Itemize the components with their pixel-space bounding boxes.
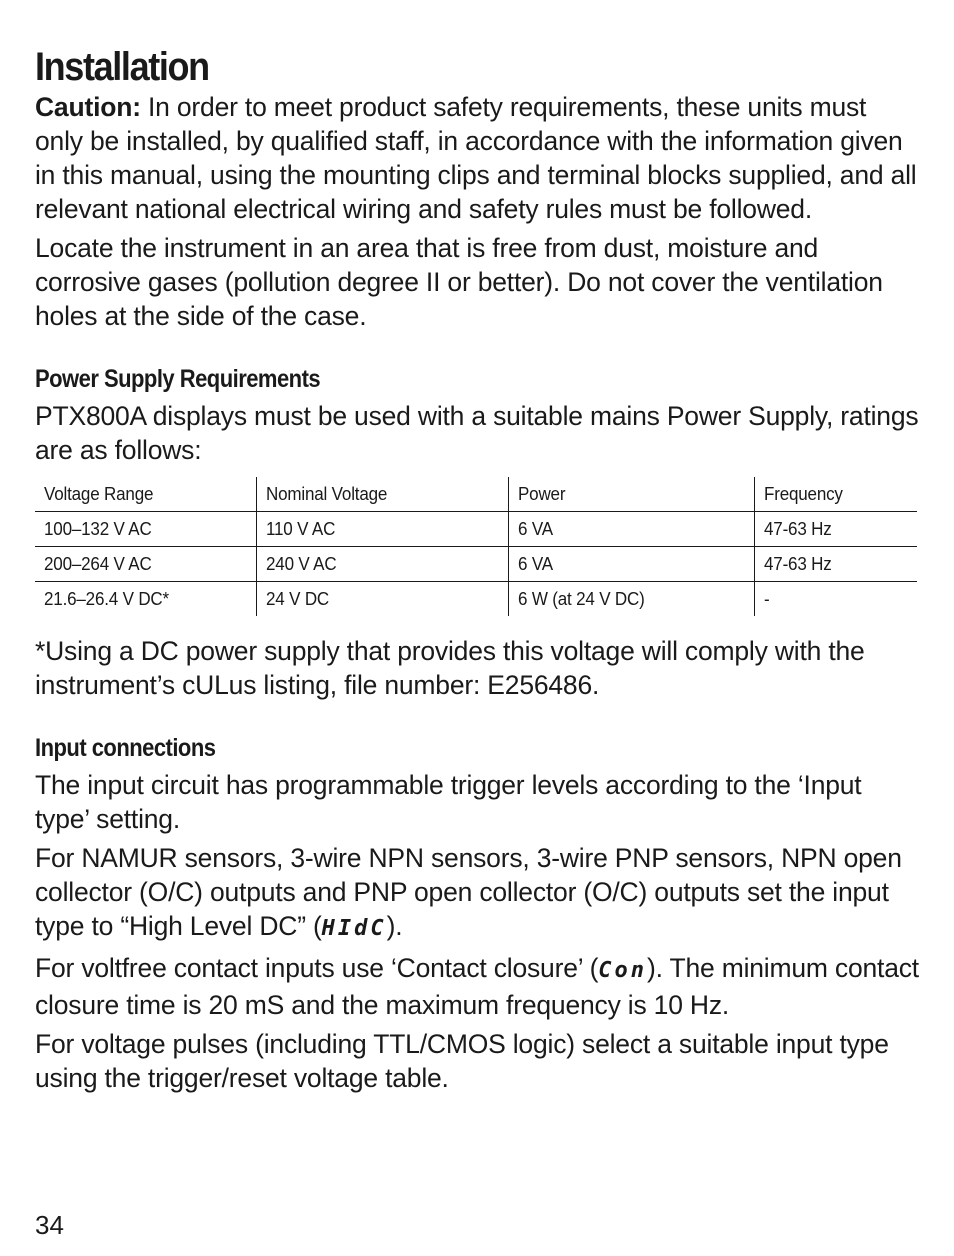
- page-content: [35, 44, 920, 1095]
- table-cell: 6 W (at 24 V DC): [508, 582, 754, 617]
- lcd-code-con: Con: [598, 958, 647, 983]
- table-cell: 110 V AC: [256, 512, 508, 547]
- table-cell: 200–264 V AC: [35, 547, 256, 582]
- header-cell: Power: [508, 477, 754, 512]
- table-cell: 240 V AC: [256, 547, 508, 582]
- table-cell: 21.6–26.4 V DC*: [35, 582, 256, 617]
- header-cell: Voltage Range: [44, 483, 154, 504]
- power-ratings-table: [35, 477, 917, 616]
- input-paragraph-3-end: ). The minimum contact closure time is 20 mS and the maximum frequency is 10 Hz.: [35, 953, 919, 1020]
- header-cell: Frequency: [754, 477, 917, 512]
- table-cell: 100–132 V AC: [35, 512, 256, 547]
- input-connections-heading: Input connections: [35, 734, 216, 762]
- table-cell: -: [754, 582, 917, 617]
- input-paragraph-2-text: For NAMUR sensors, 3-wire NPN sensors, 3-wire PNP sensors, NPN open collector (O/C) outputs and PNP open collector (O/C) outputs set the input type to “High Level DC” (: [35, 843, 902, 941]
- table-cell: 6 VA: [508, 512, 754, 547]
- power-supply-heading: Power Supply Requirements: [35, 365, 321, 393]
- input-paragraph-1: The input circuit has programmable trigger levels according to the ‘Input type’ setting.: [35, 770, 862, 834]
- page-number: 34: [35, 1210, 64, 1240]
- input-paragraph-2: [35, 841, 920, 946]
- table-cell: 47-63 Hz: [754, 547, 917, 582]
- dc-footnote: *Using a DC power supply that provides this voltage will comply with the instrument’s cULus listing, file number: E256486.: [35, 636, 865, 700]
- location-paragraph: Locate the instrument in an area that is free from dust, moisture and corrosive gases (pollution degree II or better). Do not cover the ventilation holes at the side of the case.: [35, 233, 883, 331]
- input-paragraph-3: [35, 951, 920, 1022]
- caution-label: Caution:: [35, 92, 141, 122]
- input-paragraph-3-text: For voltfree contact inputs use ‘Contact closure’ (: [35, 953, 599, 983]
- header-cell: Nominal Voltage: [256, 477, 508, 512]
- caution-paragraph: [35, 90, 920, 226]
- table-cell: 6 VA: [508, 547, 754, 582]
- table-cell: 47-63 Hz: [754, 512, 917, 547]
- lcd-code-hidc: HIdC: [321, 916, 387, 941]
- table-cell: 24 V DC: [256, 582, 508, 617]
- input-paragraph-2-end: ).: [386, 911, 403, 941]
- input-paragraph-4: For voltage pulses (including TTL/CMOS logic) select a suitable input type using the trigger/reset voltage table.: [35, 1029, 889, 1093]
- power-supply-intro: PTX800A displays must be used with a suitable mains Power Supply, ratings are as follows:: [35, 401, 919, 465]
- page-title: Installation: [35, 45, 209, 89]
- table-row: [35, 547, 917, 582]
- table-row: [35, 582, 917, 617]
- table-row: [35, 512, 917, 547]
- caution-text: In order to meet product safety requirements, these units must only be installed, by qualified staff, in accordance with the information given in this manual, using the mounting clips and terminal blocks supplied, and all relevant national electrical wiring and safety rules must be followed.: [35, 92, 917, 224]
- table-header-row: [35, 477, 917, 512]
